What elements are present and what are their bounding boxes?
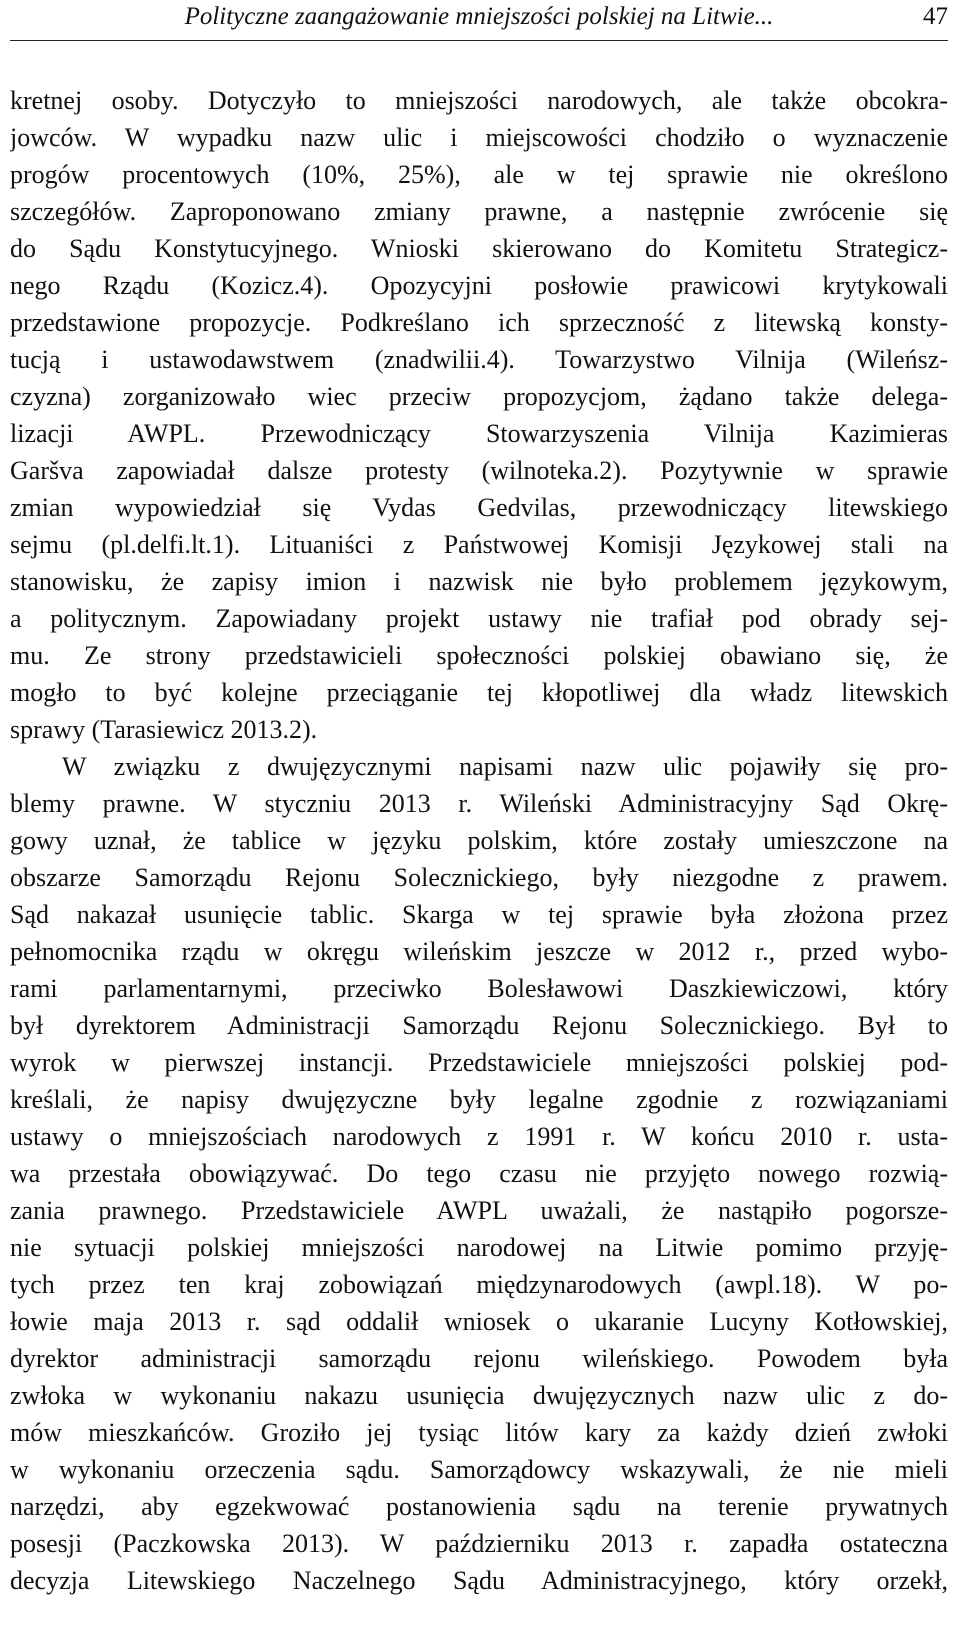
text-line: mogło to być kolejne przeciąganie tej kłopotliwej dla władz litewskich xyxy=(10,678,948,707)
text-line: tych przez ten kraj zobowiązań międzynarodowych (awpl.18). W po- xyxy=(10,1270,948,1299)
text-line: narzędzi, aby egzekwować postanowienia sądu na terenie prywatnych xyxy=(10,1492,948,1521)
text-line: pełnomocnika rządu w okręgu wileńskim jeszcze w 2012 r., przed wybo- xyxy=(10,937,948,966)
text-line: mów mieszkańców. Groziło jej tysiąc litów kary za każdy dzień zwłoki xyxy=(10,1418,948,1447)
text-line: tucją i ustawodawstwem (znadwilii.4). Towarzystwo Vilnija (Wileńsz- xyxy=(10,345,948,374)
text-line: gowy uznał, że tablice w języku polskim, które zostały umieszczone na xyxy=(10,826,948,855)
text-line: kreślali, że napisy dwujęzyczne były legalne zgodnie z rozwiązaniami xyxy=(10,1085,948,1114)
text-line: decyzja Litewskiego Naczelnego Sądu Administracyjnego, który orzekł, xyxy=(10,1566,948,1595)
body-text xyxy=(10,82,948,1599)
text-line: lizacji AWPL. Przewodniczący Stowarzyszenia Vilnija Kazimieras xyxy=(10,419,948,448)
text-line: zania prawnego. Przedstawiciele AWPL uważali, że nastąpiło pogorsze- xyxy=(10,1196,948,1225)
text-line: jowców. W wypadku nazw ulic i miejscowości chodziło o wyznaczenie xyxy=(10,123,948,152)
text-line: był dyrektorem Administracji Samorządu Rejonu Solecznickiego. Był to xyxy=(10,1011,948,1040)
text-line: przedstawione propozycje. Podkreślano ich sprzeczność z litewską konsty- xyxy=(10,308,948,337)
text-line: a politycznym. Zapowiadany projekt ustawy nie trafiał pod obrady sej- xyxy=(10,604,948,633)
text-line: zwłoka w wykonaniu nakazu usunięcia dwujęzycznych nazw ulic z do- xyxy=(10,1381,948,1410)
text-line: w wykonaniu orzeczenia sądu. Samorządowcy wskazywali, że nie mieli xyxy=(10,1455,948,1484)
paragraph-first-line: W związku z dwujęzycznymi napisami nazw ulic pojawiły się pro- xyxy=(62,752,948,781)
text-line: do Sądu Konstytucyjnego. Wnioski skierowano do Komitetu Strategicz- xyxy=(10,234,948,263)
text-line: zmian wypowiedział się Vydas Gedvilas, przewodniczący litewskiego xyxy=(10,493,948,522)
text-line: czyzna) zorganizowało wiec przeciw propozycjom, żądano także delega- xyxy=(10,382,948,411)
text-line: wa przestała obowiązywać. Do tego czasu nie przyjęto nowego rozwią- xyxy=(10,1159,948,1188)
paragraph-last-line: sprawy (Tarasiewicz 2013.2). xyxy=(10,715,318,744)
text-line: progów procentowych (10%, 25%), ale w tej sprawie nie określono xyxy=(10,160,948,189)
text-line: nie sytuacji polskiej mniejszości narodowej na Litwie pomimo przyję- xyxy=(10,1233,948,1262)
text-line: posesji (Paczkowska 2013). W październiku 2013 r. zapadła ostateczna xyxy=(10,1529,948,1558)
running-header xyxy=(10,0,948,41)
text-line: szczegółów. Zaproponowano zmiany prawne, a następnie zwrócenie się xyxy=(10,197,948,226)
text-line: kretnej osoby. Dotyczyło to mniejszości narodowych, ale także obcokra- xyxy=(10,86,948,115)
text-line: sejmu (pl.delfi.lt.1). Lituaniści z Państwowej Komisji Językowej stali na xyxy=(10,530,948,559)
running-title: Polityczne zaangażowanie mniejszości polskiej na Litwie... xyxy=(184,3,774,30)
text-line: ustawy o mniejszościach narodowych z 1991 r. W końcu 2010 r. usta- xyxy=(10,1122,948,1151)
page-number: 47 xyxy=(923,3,948,30)
text-line: blemy prawne. W styczniu 2013 r. Wileński Administracyjny Sąd Okrę- xyxy=(10,789,948,818)
text-line: rami parlamentarnymi, przeciwko Bolesławowi Daszkiewiczowi, który xyxy=(10,974,948,1003)
text-line: Garšva zapowiadał dalsze protesty (wilnoteka.2). Pozytywnie w sprawie xyxy=(10,456,948,485)
text-line: wyrok w pierwszej instancji. Przedstawiciele mniejszości polskiej pod- xyxy=(10,1048,948,1077)
text-line: łowie maja 2013 r. sąd oddalił wniosek o ukaranie Lucyny Kotłowskiej, xyxy=(10,1307,948,1336)
text-line: obszarze Samorządu Rejonu Solecznickiego, były niezgodne z prawem. xyxy=(10,863,948,892)
text-line: stanowisku, że zapisy imion i nazwisk nie było problemem językowym, xyxy=(10,567,948,596)
text-line: mu. Ze strony przedstawicieli społeczności polskiej obawiano się, że xyxy=(10,641,948,670)
text-line: Sąd nakazał usunięcie tablic. Skarga w tej sprawie była złożona przez xyxy=(10,900,948,929)
text-line: nego Rządu (Kozicz.4). Opozycyjni posłowie prawicowi krytykowali xyxy=(10,271,948,300)
text-line: dyrektor administracji samorządu rejonu wileńskiego. Powodem była xyxy=(10,1344,948,1373)
